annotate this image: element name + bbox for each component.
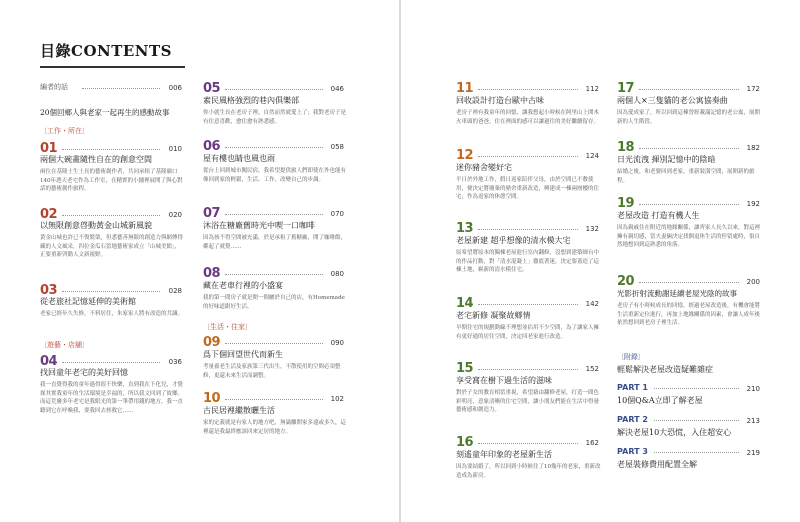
book-spine [399, 0, 401, 522]
chapter-number: 01 [40, 141, 58, 156]
part-heading[interactable]: 老屋裝修費用配置全解 [617, 460, 697, 469]
title-rule [40, 66, 185, 68]
chapter-number: 20 [617, 274, 635, 289]
chapter-number: 19 [617, 196, 635, 211]
chapter-number: 03 [40, 283, 58, 298]
chapter-description: 因為孩不得空間被充滿，於是承租了舊糖廠，開了咖啡館，鄰起了就覺…… [203, 235, 347, 250]
part-label: PART 2 [617, 415, 648, 424]
leader-dots [82, 88, 160, 89]
leader-dots [654, 452, 739, 453]
chapter-heading[interactable]: 老屋新建 超乎想像的清水模大宅 [456, 236, 571, 245]
page-number[interactable]: 036 [168, 358, 182, 366]
page-number[interactable]: 219 [746, 449, 760, 457]
chapter-description: 對於子女的教育相當重視，希望藉由翻修老屋，打造一間色彩明亮、意象清晰的住宅空間，讓小朋友們能在生活中得發藝術感和創造力。 [456, 390, 600, 413]
chapter-number: 07 [203, 206, 221, 221]
chapter-number: 18 [617, 140, 635, 155]
chapter-heading[interactable]: 找回童年老宅的美好回憶 [40, 368, 128, 377]
page-number[interactable]: 162 [585, 439, 599, 447]
chapter-heading[interactable]: 藏在老車行裡的小盛宴 [203, 281, 283, 290]
chapter-description: 從台上回到城市闖民宿，我希望提供旅人們即使在外也能有像回到家的輕鬆，生活、工作、改變自己的步調。 [203, 168, 347, 183]
chapter-number: 17 [617, 81, 635, 96]
chapter-description: 老房子裡有我童年的回憶，讓我想起小時候在阿里山上開木火車頭的爸爸，住在裡面的感可以讓過往的美好繼續留存。 [456, 110, 600, 125]
chapter-description: 早期住宅的規劃動線不理想並佔用不少空間，為了讓家人擁有更好通的居住空間，決定回老家進行改造。 [456, 325, 600, 340]
chapter-heading[interactable]: 光影折射流動謝延續老屋光陰的故事 [617, 289, 737, 298]
leader-dots [225, 89, 323, 90]
part-heading[interactable]: 10個Q&A立即了解老屋 [617, 396, 703, 405]
chapter-heading[interactable]: 享受窩在樹下過生活的滋味 [456, 376, 552, 385]
chapter-heading[interactable]: 古民居裡繼散曬生活 [203, 406, 275, 415]
chapter-number: 02 [40, 207, 58, 222]
part-label: PART 1 [617, 383, 648, 392]
page-number[interactable]: 210 [746, 385, 760, 393]
chapter-description: 兩位在基隆土生土長的藝術創作者，共同承租了基隆廟口140年透天老宅作為工作室，在精實的小鋪裡展開了與心對話的藝術創作旅程。 [40, 169, 183, 192]
leader-dots [225, 399, 323, 400]
chapter-heading[interactable]: 兩個大碗畫隨性自在的創意空間 [40, 155, 152, 164]
leader-dots [654, 420, 739, 421]
page-number[interactable]: 142 [585, 300, 599, 308]
leader-dots [639, 282, 739, 283]
page-number[interactable]: 046 [330, 85, 344, 93]
appendix-label: 〔附錄〕 [617, 353, 645, 361]
chapter-number: 11 [456, 81, 474, 96]
leader-dots [62, 291, 160, 292]
leader-dots [478, 229, 578, 230]
page-number[interactable]: 080 [330, 270, 344, 278]
leader-dots [62, 362, 160, 363]
leader-dots [478, 369, 578, 370]
page-number[interactable]: 182 [746, 144, 760, 152]
part-label: PART 3 [617, 447, 648, 456]
chapter-description: 原希望將原本的獨棟老屋進行室內翻修，沒想到建築師台中的作品打動，對「清水混凝土」徹底著迷，決定要蓋造了這棟土地，嶄新的清水模住宅。 [456, 250, 600, 273]
category-work: 〔工作・所在〕 [40, 127, 89, 135]
category-travel: 〔遊藝・店舖〕 [40, 341, 89, 349]
page-number[interactable]: 020 [168, 211, 182, 219]
chapter-heading[interactable]: 老屋改造 打造有機人生 [617, 211, 700, 220]
page-number[interactable]: 058 [330, 143, 344, 151]
page-number[interactable]: 172 [746, 85, 760, 93]
chapter-heading[interactable]: 素民風格強烈的巷內俱樂部 [203, 96, 299, 105]
chapter-description: 考量養老生活及家族第三代出生，不散使用的空間必須整修，更還未來生活而調整。 [203, 364, 341, 379]
category-life: 〔生活・住家〕 [203, 323, 252, 331]
chapter-number: 16 [456, 435, 474, 450]
chapter-number: 06 [203, 139, 221, 154]
chapter-description: 我一直覺得我的童年過得很不快樂，直到我在下化兒，才覺探其實我童年的生活環境是幸福的，所以我文回到了故鄉。而這荒廢多年老宅是我眼光的第一筆帶用錢的地方，我一直聽到它在呼喚我，要我回去拯救它…… [40, 382, 184, 414]
chapter-description: 因為愛成家了，所以回到這棟曾經載滿記憶的老公寓，展開新的人生階段。 [617, 110, 761, 125]
intro-text[interactable]: 20個回鄉人與老家一起再生的感動故事 [40, 108, 170, 117]
chapter-number: 14 [456, 296, 474, 311]
chapter-heading[interactable]: 從老旅社記憶延伸的美術館 [40, 297, 136, 306]
page-number[interactable]: 090 [330, 339, 344, 347]
leader-dots [478, 156, 578, 157]
chapter-number: 04 [40, 354, 58, 369]
chapter-description: 因為要結婚了，所以回到小時候住了10幾年的老家，重新改造成為新房。 [456, 464, 601, 479]
page-number[interactable]: 152 [585, 365, 599, 373]
leader-dots [225, 214, 323, 215]
leader-dots [478, 443, 578, 444]
page-number[interactable]: 132 [585, 225, 599, 233]
appendix-heading[interactable]: 輕鬆解決老屋改造疑難雜症 [617, 365, 713, 374]
chapter-description: 因為親戚住在附近的地緣關係，讓齊家人長久以來，對這裡擁有親切感，當夫妻倆決定找個退休生活的停留處時，很自然地想回到這熟悉的角落。 [617, 225, 761, 248]
chapter-number: 10 [203, 391, 221, 406]
chapter-heading[interactable]: 兩個人×三隻貓的老公寓協奏曲 [617, 96, 728, 105]
page-number[interactable]: 070 [330, 210, 344, 218]
chapter-description: 結婚之後，和老婆回到老家，重新裝潢空間，展開新的旅程。 [617, 169, 755, 184]
chapter-heading[interactable]: 以無限創意啓動黃金山城新風貌 [40, 221, 152, 230]
page-number[interactable]: 010 [168, 145, 182, 153]
chapter-description: 平日於外地工作，假日返家陪伴父母，由於空間已不敷使用，便決定將廢棄的豬舍重新改造，興建成一棟兩層樓的住宅，作為返家的休憩空間。 [456, 177, 600, 200]
page-number[interactable]: 112 [585, 85, 599, 93]
chapter-description: 家的定義就是有家人的地方吧，無論離開家多遠或多久，這裡還是我最終應該回來定居的地方。 [203, 420, 347, 435]
page-title: 目錄CONTENTS [40, 42, 173, 60]
chapter-number: 09 [203, 335, 221, 350]
page-number[interactable]: 213 [746, 417, 760, 425]
chapter-number: 15 [456, 361, 474, 376]
chapter-description: 你小就生長在老房子裡，自然而然就愛上了；我對老房子是有住意喜歡，愈住愈有熟悉感。 [203, 110, 347, 125]
leader-dots [654, 388, 739, 389]
page-number[interactable]: 006 [168, 84, 182, 92]
chapter-description: 老房子有小時候成長的回憶，經過老屋改造後，有機會能將生活重新定位進行，再加上地緣關係的因素，會讓人成年後依然想回到老房子裡生活。 [617, 303, 761, 326]
leader-dots [225, 343, 323, 344]
chapter-description: 我的第一間房子就是開一間屬於自己的店，有Homemade的好味道跟好生活。 [203, 295, 345, 310]
page-number[interactable]: 200 [746, 278, 760, 286]
leader-dots [62, 215, 160, 216]
chapter-number: 12 [456, 148, 474, 163]
chapter-heading[interactable]: 刻遙童年印象的老屋新生活 [456, 450, 552, 459]
chapter-number: 05 [203, 81, 221, 96]
chapter-heading[interactable]: 老宅新修 凝聚故鄉情 [456, 311, 531, 320]
chapter-number: 13 [456, 221, 474, 236]
part-heading[interactable]: 解決老屋10大恐慌，入住超安心 [617, 428, 732, 437]
chapter-heading[interactable]: 爲下個回望世代而新生 [203, 350, 283, 359]
chapter-heading[interactable]: 沐浴在糖廠舊時光中喫一口咖啡 [203, 221, 315, 230]
page-number[interactable]: 028 [168, 287, 182, 295]
leader-dots [225, 147, 323, 148]
chapter-heading[interactable]: 回收設計打造台歐中古味 [456, 96, 544, 105]
leader-dots [639, 89, 739, 90]
leader-dots [478, 304, 578, 305]
chapter-heading[interactable]: 屋有樓也睛也風也雨 [203, 154, 275, 163]
leader-dots [225, 274, 323, 275]
chapter-description: 黃金山城也許已不復繁榮，但悉藝善無限的創造力與網傳得藏的人文風采，四位金瓜石當地藝術家成立「山城美館」，正要重新啓動人文新視野。 [40, 235, 184, 258]
leader-dots [639, 204, 739, 205]
chapter-heading[interactable]: 日光流洩 揮別記憶中的陰暗 [617, 155, 716, 164]
intro-label: 編者的話 [40, 83, 68, 91]
chapter-number: 08 [203, 266, 221, 281]
page-number[interactable]: 124 [585, 152, 599, 160]
chapter-heading[interactable]: 迷你豬舍變好宅 [456, 163, 512, 172]
leader-dots [478, 89, 578, 90]
chapter-description: 老家已經年久失修，不料居住，朱家家人將有改造的共識。 [40, 311, 184, 317]
leader-dots [62, 149, 160, 150]
leader-dots [639, 148, 739, 149]
page-number[interactable]: 102 [330, 395, 344, 403]
page-number[interactable]: 192 [746, 200, 760, 208]
